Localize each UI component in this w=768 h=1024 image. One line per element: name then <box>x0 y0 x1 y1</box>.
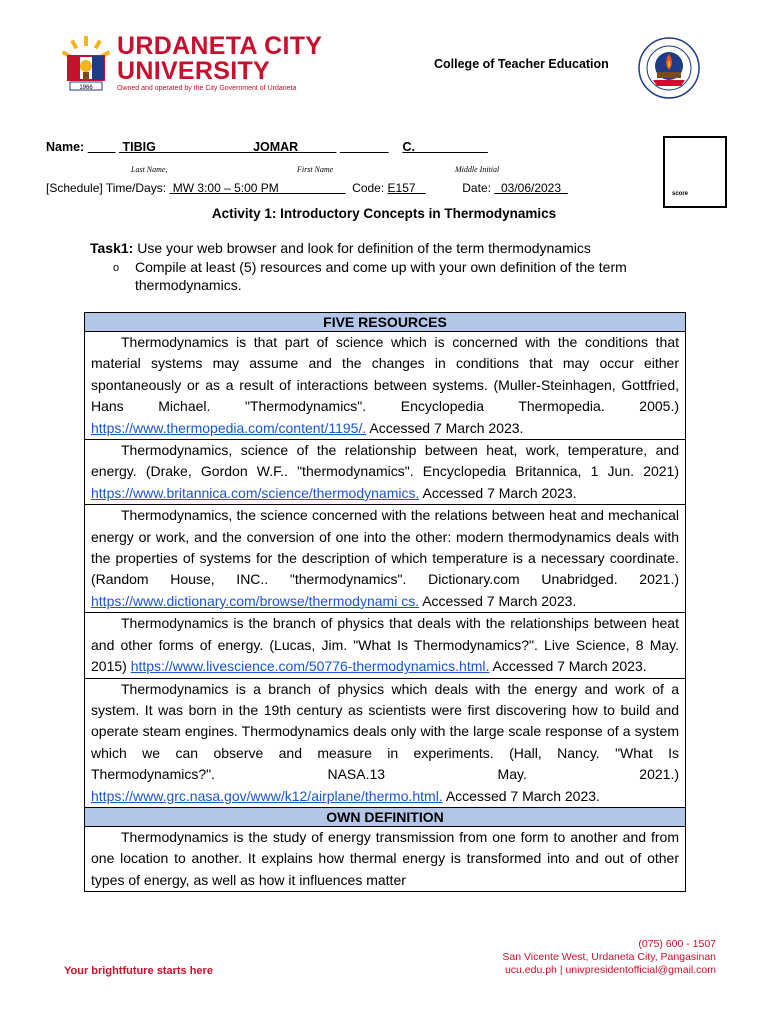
college-name: College of Teacher Education <box>434 57 609 71</box>
footer-web-email[interactable]: ucu.edu.ph | univpresidentofficial@gmail.com <box>504 964 716 976</box>
resource-link[interactable]: https://www.thermopedia.com/content/1195/. <box>91 419 367 436</box>
task-text: Use your web browser and look for definition of the term thermodynamics <box>137 240 591 256</box>
logo-year: 1966 <box>79 85 93 91</box>
resource-text: Thermodynamics, the science concerned with the relations between heat and mechanical energy or work, and the conversion of one into the other: modern thermodynamics deals with the properties of systems for the description of which temperature is a necessary coordinate. (Random House, INC.. "thermodynamics". Dictionary.com Unabridged. 2021.) <box>91 507 679 588</box>
resource-row <box>85 505 686 613</box>
schedule-line <box>46 181 568 195</box>
task-instruction <box>90 240 591 256</box>
date-value: 03/06/2023 <box>500 181 562 195</box>
middle-initial-label: Middle Initial <box>455 165 500 174</box>
university-name: URDANETA CITY UNIVERSITY <box>117 32 323 85</box>
resource-text: Thermodynamics is the branch of physics that deals with the relationships between heat and other forms of energy. (Lucas, Jim. "What Is Thermodynamics?". Live Science, 8 May. 2015) <box>91 615 679 675</box>
college-seal-icon <box>637 36 701 100</box>
bullet-marker: o <box>113 262 120 274</box>
resource-row <box>85 440 686 505</box>
own-definition-header: OWN DEFINITION <box>85 807 686 826</box>
name-line <box>46 140 488 154</box>
resource-text: Thermodynamics is a branch of physics which deals with the energy and work of a system. It was born in the 19th century as scientists were first discovering how to build and operate steam engines. Thermodynamics deals only with the large scale response of a system which we can observe and measure in experiments. (Hall, Nancy. "What Is Thermodynamics?". NASA.13 May. 2021.) <box>91 680 679 783</box>
resource-row <box>85 678 686 807</box>
footer-contact <box>502 938 716 977</box>
resource-link[interactable]: https://www.livescience.com/50776-thermodynamics.html. <box>130 658 490 675</box>
five-resources-header: FIVE RESOURCES <box>85 313 686 332</box>
definition-row <box>85 826 686 891</box>
schedule-value: MW 3:00 – 5:00 PM <box>172 181 279 195</box>
footer-tagline: Your brightfuture starts here <box>64 965 213 977</box>
resources-table <box>84 312 686 892</box>
date-label: Date: <box>462 181 491 195</box>
code-label: Code: <box>352 181 385 195</box>
definition-text: Thermodynamics is the study of energy transmission from one form to another and from one location to another. It explains how thermal energy is transformed into and out of other types of energy, as well as how it influences matter <box>91 828 679 888</box>
score-label: score <box>672 191 689 197</box>
resource-row <box>85 613 686 678</box>
middle-initial-value: C. <box>402 140 415 154</box>
code-value: E157 <box>387 181 416 195</box>
resource-accessed: Accessed 7 March 2023. <box>492 658 647 675</box>
university-logo-icon <box>62 36 110 94</box>
resource-accessed: Accessed 7 March 2023. <box>422 484 577 501</box>
resource-text: Thermodynamics, science of the relationship between heat, work, temperature, and energy. (Drake, Gordon W.F.. "thermodynamics". Encyclopedia Britannica, 1 Jun. 2021) <box>91 442 679 480</box>
resource-text: Thermodynamics is that part of science which is concerned with the conditions that material systems may assume and the changes in conditions that may occur either spontaneously or as a result of interactions between systems. (Muller-Steinhagen, Gottfried, Hans Michael. "Thermodynamics". Encyclopedia Thermopedia. 2005.) <box>91 334 679 415</box>
task-label: Task1: <box>90 240 134 256</box>
resource-link[interactable]: https://www.britannica.com/science/thermodynamics. <box>91 484 420 501</box>
resource-accessed: Accessed 7 March 2023. <box>369 419 524 436</box>
last-name-label: Last Name, <box>131 165 168 174</box>
bullet-text: Compile at least (5) resources and come up with your own definition of the term thermodynamics. <box>135 259 627 293</box>
resource-row <box>85 332 686 440</box>
first-name-value: JOMAR <box>253 140 299 154</box>
activity-title: Activity 1: Introductory Concepts in Thermodynamics <box>211 206 557 221</box>
score-box <box>663 136 727 208</box>
name-label: Name: <box>46 140 85 154</box>
resource-accessed: Accessed 7 March 2023. <box>422 592 577 609</box>
footer-phone: (075) 600 - 1507 <box>638 938 716 950</box>
owned-by-text: Owned and operated by the City Government of Urdaneta <box>117 85 297 92</box>
schedule-label: [Schedule] Time/Days: <box>46 181 167 195</box>
resource-link[interactable]: https://www.grc.nasa.gov/www/k12/airplane/thermo.html. <box>91 787 443 804</box>
footer-address: San Vicente West, Urdaneta City, Pangasinan <box>502 951 716 963</box>
first-name-label: First Name <box>297 165 334 174</box>
resource-accessed: Accessed 7 March 2023. <box>445 787 600 804</box>
resource-link[interactable]: https://www.dictionary.com/browse/thermodynami cs. <box>91 592 420 609</box>
last-name-value: TIBIG <box>122 140 156 154</box>
